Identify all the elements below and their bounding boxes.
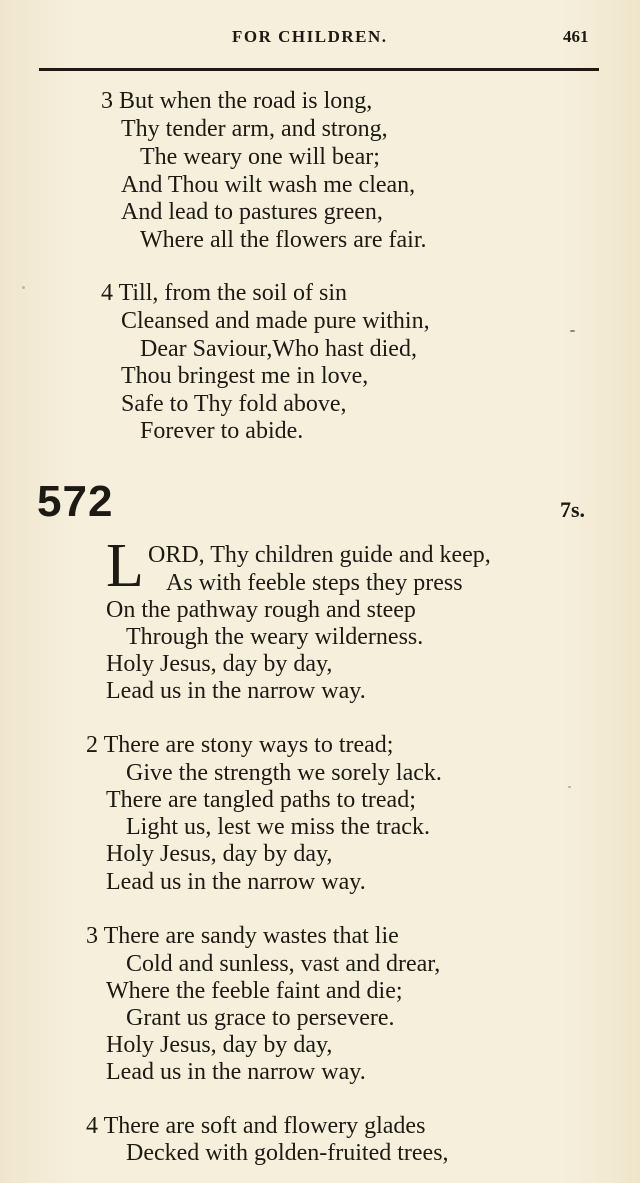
verse-line: Where all the flowers are fair.: [140, 227, 427, 253]
verse-line: Decked with golden-fruited trees,: [126, 1140, 449, 1166]
verse-line: Lead us in the narrow way.: [106, 678, 366, 704]
verse-line: The weary one will bear;: [140, 144, 380, 170]
verse-line: As with feeble steps they press: [166, 570, 463, 596]
header-rule: [39, 68, 599, 71]
print-speck: [22, 286, 25, 289]
verse-line: Forever to abide.: [140, 418, 304, 444]
hymn-meter: 7s.: [560, 497, 586, 522]
verse-line: 3 There are sandy wastes that lie: [86, 923, 399, 949]
verse-line: 3 But when the road is long,: [101, 88, 373, 114]
drop-cap: L: [106, 532, 144, 600]
verse-line: ORD, Thy children guide and keep,: [148, 542, 491, 568]
verse-line: Lead us in the narrow way.: [106, 869, 366, 895]
verse-line: Holy Jesus, day by day,: [106, 841, 333, 867]
verse-line: And Thou wilt wash me clean,: [121, 172, 416, 198]
running-head: [0, 27, 640, 51]
verse-line: 4 Till, from the soil of sin: [101, 280, 348, 306]
verse-line: And lead to pastures green,: [121, 199, 383, 225]
verse-line: 4 There are soft and flowery glades: [86, 1113, 426, 1139]
running-title: FOR CHILDREN.: [232, 27, 388, 46]
verse-line: 2 There are stony ways to tread;: [86, 732, 394, 758]
verse-line: Through the weary wilderness.: [126, 624, 424, 650]
verse-line: Cold and sunless, vast and drear,: [126, 951, 441, 977]
verse-line: Holy Jesus, day by day,: [106, 1032, 333, 1058]
verse-line: On the pathway rough and steep: [106, 597, 416, 623]
verse-line: Grant us grace to persevere.: [126, 1005, 395, 1031]
verse-line: Cleansed and made pure within,: [121, 308, 430, 334]
verse-line: Lead us in the narrow way.: [106, 1059, 366, 1085]
verse-line: Where the feeble faint and die;: [106, 978, 403, 1004]
print-speck: [568, 786, 571, 788]
verse-line: Dear Saviour,Who hast died,: [140, 336, 417, 362]
page-number: 461: [563, 27, 589, 46]
verse-line: Holy Jesus, day by day,: [106, 651, 333, 677]
verse-line: Light us, lest we miss the track.: [126, 814, 430, 840]
verse-line: Safe to Thy fold above,: [121, 391, 347, 417]
verse-line: There are tangled paths to tread;: [106, 787, 416, 813]
print-speck: [570, 330, 575, 332]
verse-line: Thou bringest me in love,: [121, 363, 369, 389]
hymn-number: 572: [37, 477, 114, 526]
verse-line: Thy tender arm, and strong,: [121, 116, 388, 142]
verse-line: Give the strength we sorely lack.: [126, 760, 442, 786]
